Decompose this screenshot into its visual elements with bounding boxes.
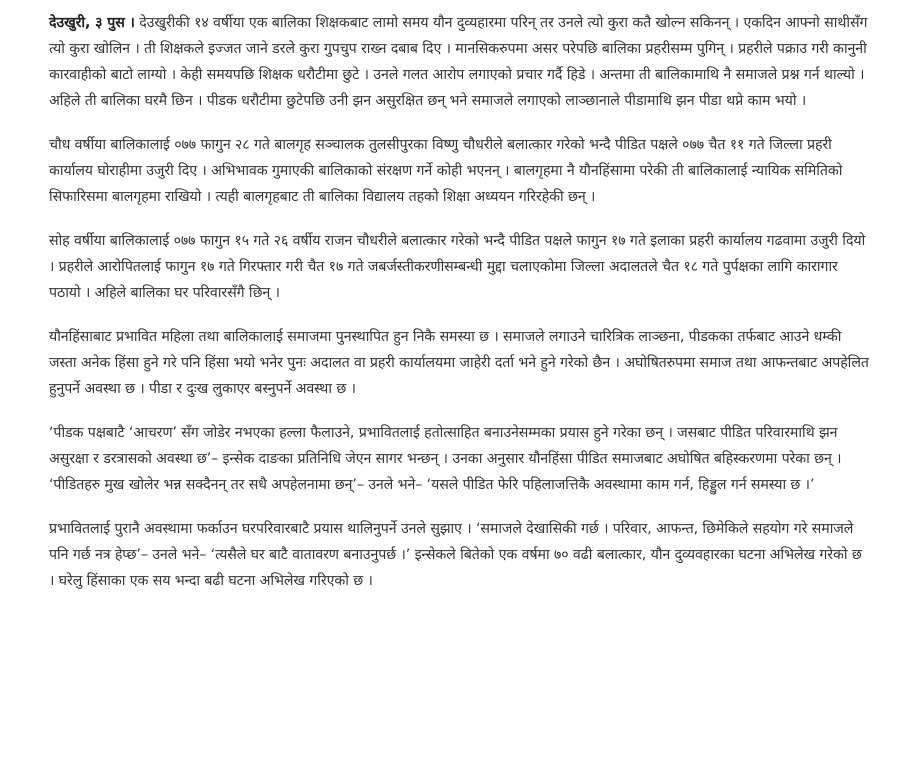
paragraph-4: यौनहिंसाबाट प्रभावित महिला तथा बालिकालाई समाजमा पुनस्थापित हुन निकै समस्या छ । समाजले लगाउने चारित्रिक लाञ्छना, पीडकका तर्फबाट आउने धम्की जस्ता अनेक हिंसा हुने गरे पनि हिंसा भयो भनेर पुनः अदालत वा प्रहरी कार्यालयमा जाहेरी दर्ता भने हुने गरेको छैन । अघोषितरुपमा समाज तथा आफन्तबाट अपहेलित हुनुपर्ने अवस्था छ । पीडा र दुःख लुकाएर बस्नुपर्ने अवस्था छ ।: [49, 329, 869, 397]
paragraph-1-text: देउखुरीकी १४ वर्षीया एक बालिका शिक्षकबाट लामो समय यौन दुव्यहारमा परिन् तर उनले त्यो कुरा कतै खोल्न सकिनन् । एकदिन आफ्नो साथीसँग त्यो कुरा खोलिन । ती शिक्षकले इज्जत जाने डरले कुरा गुपचुप राख्न दबाब दिए । मानसिकरुपमा असर परेपछि बालिका प्रहरीसम्म पुगिन् । प्रहरीले पक्राउ गरी कानुनी कारवाहीको बाटो लाग्यो । केही समयपछि शिक्षक धरौटीमा छुटे । उनले गलत आरोप लगाएको प्रचार गर्दै हिडे । अन्तमा ती बालिकामाथि नै समाजले प्रश्न गर्न थाल्यो । अहिले ती बालिका घरमै छिन । पीडक धरौटीमा छुटेपछि उनी झन असुरक्षित छन् भने समाजले लगाएको लाञ्छानाले पीडामाथि झन पीडा थप्ने काम भयो ।: [49, 15, 868, 109]
paragraph-5: ‘पीडक पक्षबाटै ‘आचरण’ सँग जोडेर नभएका हल्ला फैलाउने, प्रभावितलाई हतोत्साहित बनाउनेसम्मका प्रयास हुने गरेका छन् । जसबाट पीडित परिवारमाथि झन असुरक्षा र डरत्रासको अवस्था छ’– इन्सेक दाङका प्रतिनिधि जेएन सागर भन्छन् । उनका अनुसार यौनहिंसा पीडित समाजबाट अघोषित बहिस्करणमा परेका छन् । ‘पीडितहरु मुख खोलेर भन्न सक्दैनन् तर सधै अपहेलनामा छन्’– उनले भने– ‘यसले पीडित फेरि पहिलाजत्तिकै अवस्थामा काम गर्न, हिड्डुल गर्न समस्या छ ।’: [49, 425, 842, 493]
article-body: [49, 10, 869, 612]
paragraph-1: [49, 10, 869, 114]
paragraph-2: चौध वर्षीया बालिकालाई ०७७ फागुन २८ गते बालगृह सञ्चालक तुलसीपुरका विष्णु चौधरीले बलात्कार गरेको भन्दै पीडित पक्षले ०७७ चैत ११ गते जिल्ला प्रहरी कार्यालय घोराहीमा उजुरी दिए । अभिभावक गुमाएकी बालिकाको संरक्षण गर्ने कोही भएनन् । बालगृहमा नै यौनहिंसामा परेकी ती बालिकालाई न्यायिक समितिको सिफारिसमा बालगृहमा राखियो । त्यही बालगृहबाट ती बालिका विद्यालय तहको शिक्षा अध्ययन गरिरहेकी छन् ।: [49, 137, 843, 205]
paragraph-3: सोह वर्षीया बालिकालाई ०७७ फागुन १५ गते २६ वर्षीय राजन चौधरीले बलात्कार गरेको भन्दै पीडित पक्षले फागुन १७ गते इलाका प्रहरी कार्यालय गढवामा उजुरी दियो । प्रहरीले आरोपितलाई फागुन १७ गते गिरफ्तार गरी चैत १७ गते जबर्जस्तीकरणीसम्बन्धी मुद्दा चलाएकोमा जिल्ला अदालतले चैत १८ गते पुर्पक्षका लागि कारागार पठायो । अहिले बालिका घर परिवारसँगै छिन् ।: [49, 233, 866, 301]
paragraph-6: प्रभावितलाई पुरानै अवस्थामा फर्काउन घरपरिवारबाटै प्रयास थालिनुपर्ने उनले सुझाए । ‘समाजले देखासिकी गर्छ । परिवार, आफन्त, छिमेकिले सहयोग गरे समाजले पनि गर्छ नत्र हेप्छ’– उनले भने– ‘त्यसैले घर बाटै वातावरण बनाउनुपर्छ ।’ इन्सेकले बितेको एक वर्षमा ७० वढी बलात्कार, यौन दुव्यवहारका घटना अभिलेख गरेको छ । घरेलु हिंसाका एक सय भन्दा बढी घटना अभिलेख गरिएको छ ।: [49, 521, 862, 589]
dateline: देउखुरी, ३ पुस ।: [49, 15, 135, 31]
